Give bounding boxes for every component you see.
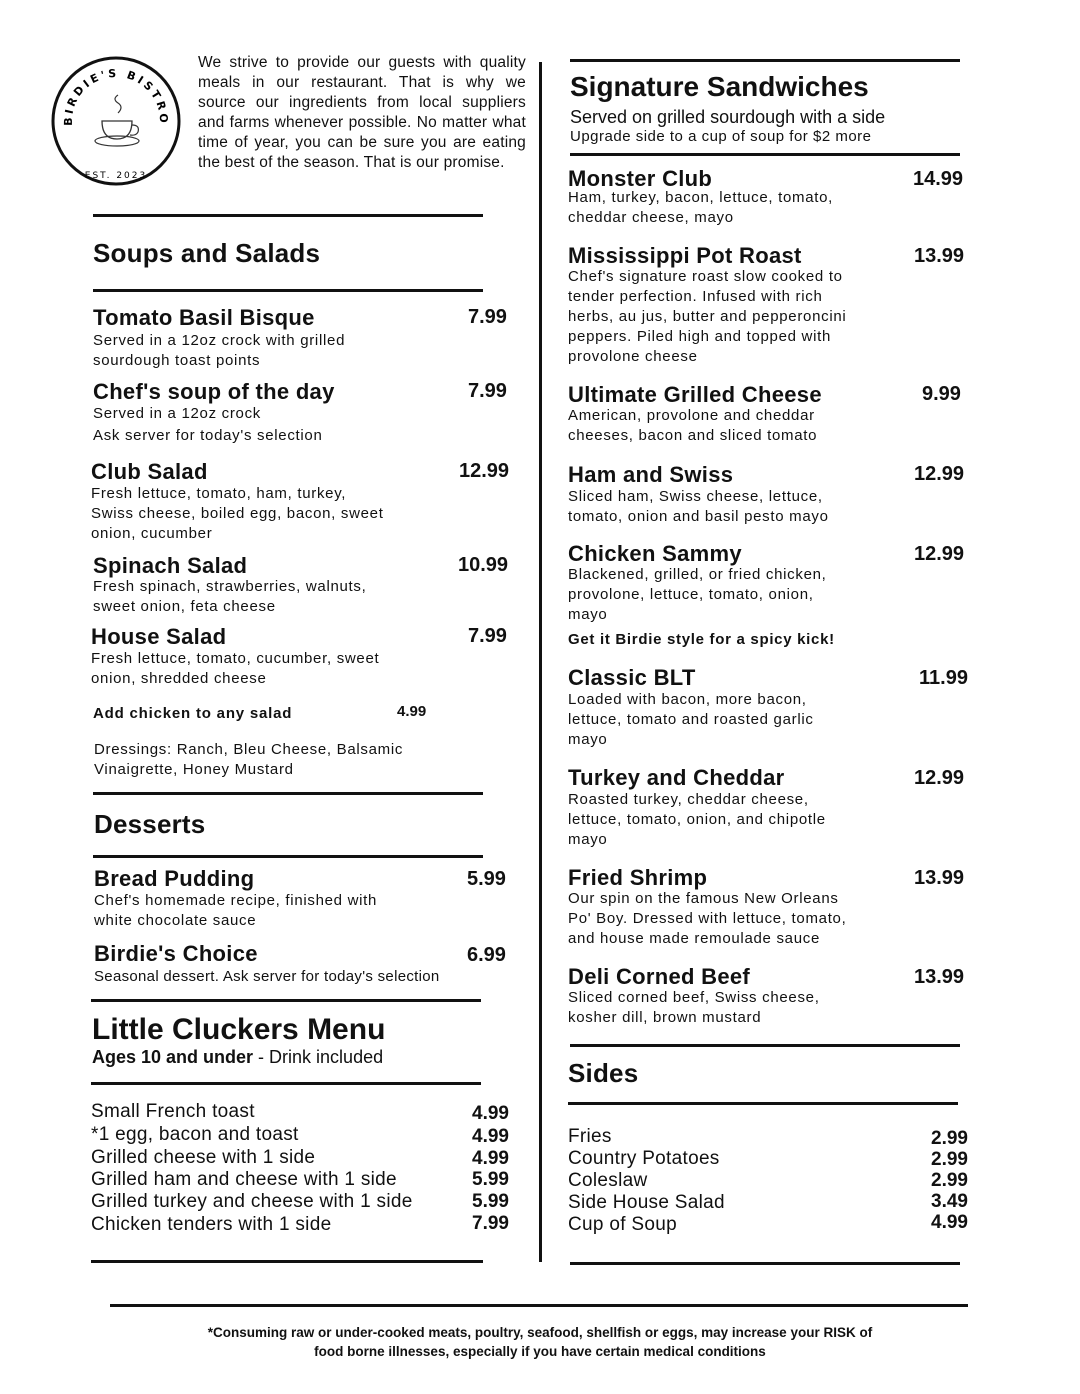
- item-desc: Sliced corned beef, Swiss cheese, kosher dill, brown mustard: [568, 989, 820, 1026]
- sandwiches-upgrade: Upgrade side to a cup of soup for $2 more: [570, 128, 872, 145]
- item-desc: Ham, turkey, bacon, lettuce, tomato, cheddar cheese, mayo: [568, 189, 834, 226]
- kids-item-name: Grilled ham and cheese with 1 side: [91, 1169, 397, 1190]
- svg-text:EST. 2023: EST. 2023: [84, 171, 148, 181]
- divider: [570, 1262, 960, 1265]
- item-price: 12.99: [914, 767, 965, 789]
- divider: [93, 289, 483, 292]
- section-title-sides: Sides: [568, 1058, 639, 1088]
- intro-text: We strive to provide our guests with quality meals in our restaurant. That is why we source our ingredients from local suppliers and farms whenever possible. No matter what time of year, you can be sure you are eating the best of the season. That is our promise.: [198, 54, 526, 171]
- item-desc: Loaded with bacon, more bacon, lettuce, tomato and roasted garlic mayo: [568, 691, 814, 748]
- kids-item-name: *1 egg, bacon and toast: [91, 1124, 299, 1145]
- item-desc: Fresh spinach, strawberries, walnuts, sweet onion, feta cheese: [93, 578, 367, 615]
- divider: [91, 1260, 483, 1263]
- item-price: 14.99: [913, 168, 964, 190]
- addon-price: 4.99: [397, 703, 427, 720]
- item-price: 10.99: [458, 554, 509, 576]
- item-desc: Fresh lettuce, tomato, ham, turkey, Swiss cheese, boiled egg, bacon, sweet onion, cucumber: [91, 485, 384, 542]
- kids-item-price: 4.99: [472, 1126, 509, 1147]
- item-price: 7.99: [468, 625, 507, 647]
- item-name: Mississippi Pot Roast: [568, 243, 802, 268]
- kids-subtitle: [92, 1047, 383, 1068]
- item-name: House Salad: [91, 624, 227, 649]
- divider: [93, 855, 483, 858]
- item-name: Bread Pudding: [94, 866, 255, 891]
- item-price: 13.99: [914, 245, 965, 267]
- sandwiches-subtitle: Served on grilled sourdough with a side: [570, 107, 886, 127]
- kids-item-price: 5.99: [472, 1191, 509, 1212]
- side-item-price: 2.99: [931, 1149, 968, 1170]
- item-name: Ultimate Grilled Cheese: [568, 382, 822, 407]
- section-title-desserts: Desserts: [94, 809, 206, 839]
- logo: [50, 55, 182, 187]
- kids-drink: - Drink included: [253, 1047, 384, 1067]
- item-desc: Served in a 12oz crock Ask server for today's selection: [93, 405, 323, 444]
- divider: [91, 1082, 481, 1085]
- item-desc: Chef's signature roast slow cooked to tender perfection. Infused with rich herbs, au jus, butter and pepperoncini peppers. Piled high and topped with provolone cheese: [568, 268, 847, 365]
- item-desc: Our spin on the famous New Orleans Po' Boy. Dressed with lettuce, tomato, and house made remoulade sauce: [568, 890, 847, 947]
- section-title-soups: Soups and Salads: [93, 238, 321, 268]
- side-item-name: Side House Salad: [568, 1192, 725, 1213]
- kids-item-price: 4.99: [472, 1103, 509, 1124]
- item-desc: Blackened, grilled, or fried chicken, provolone, lettuce, tomato, onion, mayo: [568, 566, 827, 623]
- addon-label: Add chicken to any salad: [93, 705, 293, 722]
- item-desc: Seasonal dessert. Ask server for today's selection: [94, 968, 440, 985]
- footer-divider: [110, 1304, 968, 1307]
- kids-item-name: Chicken tenders with 1 side: [91, 1214, 332, 1235]
- item-name: Tomato Basil Bisque: [93, 305, 315, 330]
- divider: [570, 153, 960, 156]
- item-price: 5.99: [467, 868, 506, 890]
- kids-item-price: 5.99: [472, 1169, 509, 1190]
- item-name: Fried Shrimp: [568, 865, 708, 890]
- item-name: Ham and Swiss: [568, 462, 734, 487]
- kids-item-price: 4.99: [472, 1148, 509, 1169]
- item-name: Chicken Sammy: [568, 541, 742, 566]
- side-item-price: 2.99: [931, 1128, 968, 1149]
- item-desc: Sliced ham, Swiss cheese, lettuce, tomato, onion and basil pesto mayo: [568, 488, 829, 525]
- item-name: Chef's soup of the day: [93, 379, 335, 404]
- divider: [570, 59, 960, 62]
- item-price: 12.99: [914, 463, 965, 485]
- kids-item-price: 7.99: [472, 1213, 509, 1234]
- column-divider: [539, 62, 542, 1262]
- item-name: Deli Corned Beef: [568, 964, 751, 989]
- section-title-sandwiches: Signature Sandwiches: [570, 71, 869, 102]
- item-desc: American, provolone and cheddar cheeses, bacon and sliced tomato: [568, 407, 818, 444]
- svg-text:BIRDIE'S BISTRO: BIRDIE'S BISTRO: [61, 66, 171, 126]
- item-price: 13.99: [914, 867, 965, 889]
- disclaimer: *Consuming raw or under-cooked meats, poultry, seafood, shellfish or eggs, may increase your RISK of food borne illnesses, especially if you have certain medical conditions: [207, 1325, 873, 1359]
- item-price: 13.99: [914, 966, 965, 988]
- side-item-price: 3.49: [931, 1191, 968, 1212]
- item-name: Monster Club: [568, 166, 713, 191]
- item-price: 7.99: [468, 380, 507, 402]
- side-item-name: Cup of Soup: [568, 1214, 677, 1235]
- item-desc: Roasted turkey, cheddar cheese, lettuce, tomato, onion, and chipotle mayo: [568, 791, 826, 848]
- kids-item-name: Grilled turkey and cheese with 1 side: [91, 1191, 413, 1212]
- item-name: Turkey and Cheddar: [568, 765, 785, 790]
- item-desc: Chef's homemade recipe, finished with white chocolate sauce: [94, 892, 378, 929]
- item-price: 9.99: [922, 383, 961, 405]
- side-item-price: 2.99: [931, 1170, 968, 1191]
- divider: [570, 1044, 960, 1047]
- item-price: 12.99: [459, 460, 510, 482]
- side-item-name: Country Potatoes: [568, 1148, 720, 1169]
- item-note: Get it Birdie style for a spicy kick!: [568, 631, 835, 648]
- item-price: 11.99: [919, 667, 968, 689]
- item-name: Classic BLT: [568, 665, 696, 690]
- side-item-name: Fries: [568, 1126, 612, 1147]
- item-desc: Served in a 12oz crock with grilled sourdough toast points: [93, 332, 346, 369]
- dressings: Dressings: Ranch, Bleu Cheese, Balsamic Vinaigrette, Honey Mustard: [94, 741, 404, 778]
- kids-item-name: Grilled cheese with 1 side: [91, 1147, 316, 1168]
- divider: [93, 214, 483, 217]
- divider: [568, 1102, 958, 1105]
- item-desc: Fresh lettuce, tomato, cucumber, sweet onion, shredded cheese: [91, 650, 380, 687]
- section-title-kids: Little Cluckers Menu: [92, 1013, 386, 1046]
- item-name: Birdie's Choice: [94, 941, 258, 966]
- kids-age: Ages 10 and under: [92, 1047, 254, 1067]
- item-price: 6.99: [467, 944, 506, 966]
- kids-item-name: Small French toast: [91, 1101, 255, 1122]
- bistro-logo-icon: [50, 55, 182, 187]
- item-price: 7.99: [468, 306, 507, 328]
- divider: [91, 999, 481, 1002]
- side-item-name: Coleslaw: [568, 1170, 648, 1191]
- divider: [93, 792, 483, 795]
- item-name: Club Salad: [91, 459, 208, 484]
- item-name: Spinach Salad: [93, 553, 248, 578]
- item-price: 12.99: [914, 543, 965, 565]
- side-item-price: 4.99: [931, 1212, 968, 1233]
